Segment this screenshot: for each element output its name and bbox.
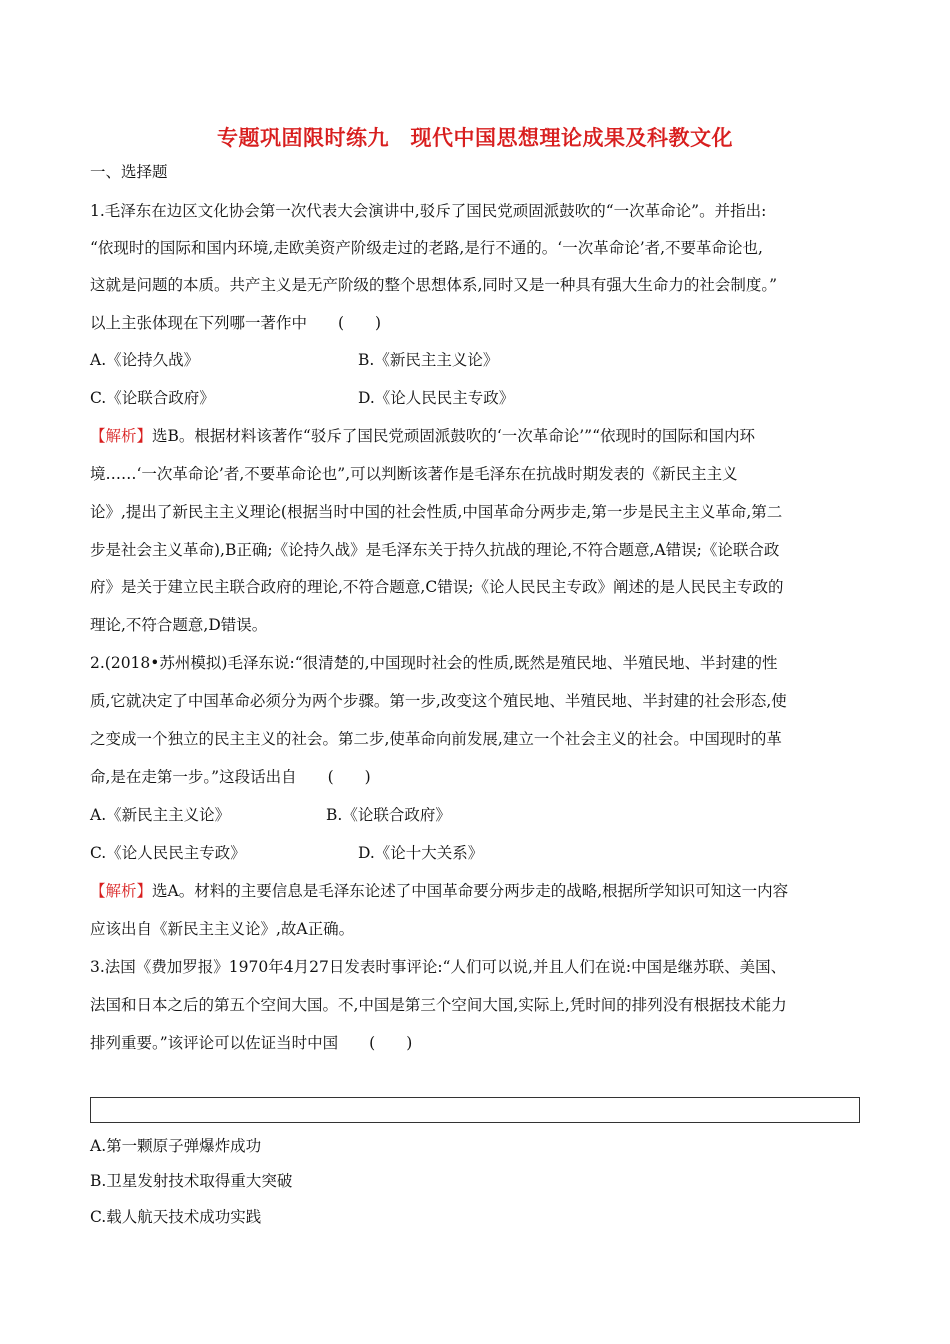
q2-analysis-line-2: 应该出自《新民主主义论》,故A正确。 bbox=[90, 920, 355, 938]
q2-stem-line-4: 命,是在走第一步。”这段话出自 ( ) bbox=[90, 768, 371, 786]
q3-option-b: B.卫星发射技术取得重大突破 bbox=[90, 1172, 293, 1190]
q2-option-d: D.《论十大关系》 bbox=[358, 844, 484, 862]
q1-stem-line-2: “依现时的国际和国内环境,走欧美资产阶级走过的老路,是行不通的。‘一次革命论’者,不要革命论也, bbox=[90, 239, 763, 257]
q2-stem-line-1: 2.(2018•苏州模拟)毛泽东说:“很清楚的,中国现时社会的性质,既然是殖民地、半殖民地、半封建的性 bbox=[90, 654, 778, 672]
q1-stem-line-1: 1.毛泽东在边区文化协会第一次代表大会演讲中,驳斥了国民党顽固派鼓吹的“一次革命论”。并指出: bbox=[90, 202, 767, 220]
q2-option-c: C.《论人民民主专政》 bbox=[90, 844, 246, 862]
q1-option-b: B.《新民主主义论》 bbox=[358, 351, 499, 369]
q2-stem-line-3: 之变成一个独立的民主主义的社会。第二步,使革命向前发展,建立一个社会主义的社会。中国现时的革 bbox=[90, 730, 782, 748]
q3-stem-line-3: 排列重要。”该评论可以佐证当时中国 ( ) bbox=[90, 1034, 413, 1052]
q1-stem-line-3: 这就是问题的本质。共产主义是无产阶级的整个思想体系,同时又是一种具有强大生命力的社会制度。” bbox=[90, 276, 778, 294]
analysis-tag: 【解析】 bbox=[90, 427, 153, 445]
q2-stem-line-2: 质,它就决定了中国革命必须分为两个步骤。第一步,改变这个殖民地、半殖民地、半封建的社会形态,使 bbox=[90, 692, 787, 710]
q3-stem-line-1: 3.法国《费加罗报》1970年4月27日发表时事评论:“人们可以说,并且人们在说:中国是继苏联、美国、 bbox=[90, 958, 787, 976]
blank-table-box bbox=[90, 1097, 860, 1123]
q1-analysis-line-3: 论》,提出了新民主主义理论(根据当时中国的社会性质,中国革命分两步走,第一步是民主主义革命,第二 bbox=[90, 503, 783, 521]
q2-option-a: A.《新民主主义论》 bbox=[90, 806, 231, 824]
q2-option-b: B.《论联合政府》 bbox=[326, 806, 451, 824]
page-title: 专题巩固限时练九 现代中国思想理论成果及科教文化 bbox=[217, 126, 733, 150]
q2-analysis-line-1: 【解析】选A。材料的主要信息是毛泽东论述了中国革命要分两步走的战略,根据所学知识可知这一内容 bbox=[90, 882, 789, 900]
q3-option-a: A.第一颗原子弹爆炸成功 bbox=[90, 1137, 262, 1155]
q3-stem-line-2: 法国和日本之后的第五个空间大国。不,中国是第三个空间大国,实际上,凭时间的排列没有根据技术能力 bbox=[90, 996, 787, 1014]
q1-option-c: C.《论联合政府》 bbox=[90, 389, 215, 407]
analysis-tag: 【解析】 bbox=[90, 882, 153, 900]
q1-option-a: A.《论持久战》 bbox=[90, 351, 200, 369]
q1-analysis-line-5: 府》是关于建立民主联合政府的理论,不符合题意,C错误;《论人民民主专政》阐述的是人民民主专政的 bbox=[90, 578, 784, 596]
q1-analysis-line-2: 境……‘一次革命论’者,不要革命论也”,可以判断该著作是毛泽东在抗战时期发表的《新民主主义 bbox=[90, 465, 738, 483]
q1-analysis-line-1: 【解析】选B。根据材料该著作“驳斥了国民党顽固派鼓吹的‘一次革命论’”“依现时的国际和国内环 bbox=[90, 427, 756, 445]
q1-stem-line-4: 以上主张体现在下列哪一著作中 ( ) bbox=[90, 314, 382, 332]
section-heading: 一、选择题 bbox=[90, 163, 168, 181]
q1-analysis-line-4: 步是社会主义革命),B正确;《论持久战》是毛泽东关于持久抗战的理论,不符合题意,A错误;《论联合政 bbox=[90, 541, 780, 559]
q1-option-d: D.《论人民民主专政》 bbox=[358, 389, 515, 407]
q3-option-c: C.载人航天技术成功实践 bbox=[90, 1208, 262, 1226]
q1-analysis-line-6: 理论,不符合题意,D错误。 bbox=[90, 616, 268, 634]
